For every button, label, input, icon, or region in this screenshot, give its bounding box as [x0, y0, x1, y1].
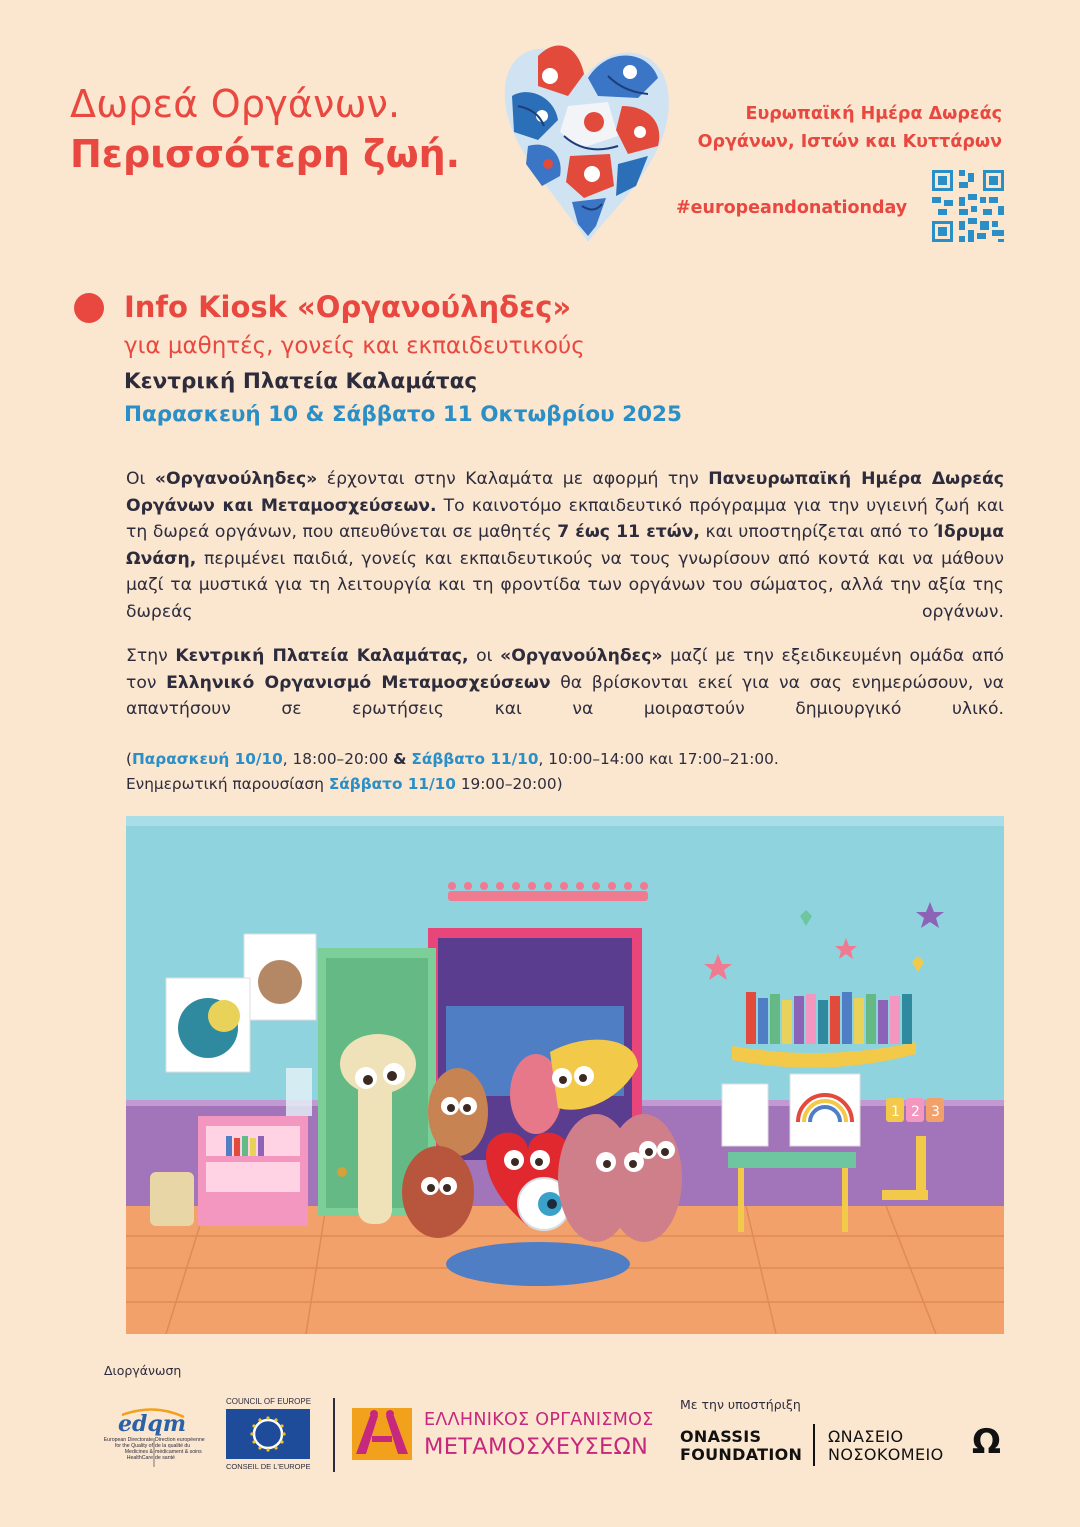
- text-run: Ενημερωτική παρουσίαση: [126, 775, 329, 793]
- card-number-3: 3: [931, 1104, 940, 1120]
- coe-top-text: COUNCIL OF EUROPE: [226, 1397, 312, 1406]
- eom-name-line1: ΕΛΛΗΝΙΚΟΣ ΟΡΓΑΝΙΣΜΟΣ: [424, 1410, 654, 1430]
- text-run: 7 έως 11 ετών,: [557, 522, 700, 542]
- text-run: Ελληνικό Οργανισμό Μεταμοσχεύσεων: [166, 672, 551, 693]
- text-run: Οι: [126, 469, 155, 489]
- text-run: Στην: [126, 646, 176, 666]
- text-run: 19:00–20:00): [455, 775, 563, 793]
- bullet-dot: [74, 293, 104, 323]
- text-run: Κεντρική Πλατεία Καλαμάτας,: [175, 646, 469, 666]
- text-run: &: [393, 750, 407, 768]
- text-run: «Οργανούληδες»: [154, 469, 318, 489]
- event-place: Κεντρική Πλατεία Καλαμάτας: [124, 369, 478, 394]
- footer-divider: [333, 1398, 335, 1472]
- text-run: θα βρίσκονται εκεί για να σας ενημερώσουν, να απαντήσουν σε ερωτήσεις και να μοιραστούν δημιουργικό υλικό.: [126, 672, 1004, 719]
- onassis-hospital-logo: [828, 1428, 944, 1464]
- omega-logo-icon: Ω: [972, 1422, 1001, 1462]
- text-run: Το καινοτόμο εκπαιδευτικό πρόγραμμα για την υγιεινή ζωή και τη δωρεά οργάνων, που απευθύνεται σε μαθητές: [126, 495, 1004, 542]
- event-name-line1: Ευρωπαϊκή Ημέρα Δωρεάς: [745, 104, 1002, 124]
- onassis-foundation-logo: [680, 1428, 802, 1464]
- edqm-text-fr: Direction européenne de la qualité du médicament & soins de santé: [155, 1437, 205, 1461]
- onassis-en-line2: FOUNDATION: [680, 1445, 803, 1464]
- text-run: Πανευρωπαϊκή Ημέρα Δωρεάς Οργάνων και Μεταμοσχεύσεων.: [126, 469, 1004, 516]
- support-label: Με την υποστήριξη: [680, 1397, 801, 1412]
- text-run: «Οργανούληδες»: [500, 646, 663, 666]
- eom-name-line2: ΜΕΤΑΜΟΣΧΕΥΣΕΩΝ: [424, 1434, 649, 1460]
- text-run: , 10:00–14:00 και 17:00–21:00.: [538, 750, 779, 768]
- council-of-europe-logo: [222, 1395, 314, 1471]
- poster-title-line1: Δωρεά Οργάνων.: [70, 82, 401, 126]
- text-run: , 18:00–20:00: [282, 750, 394, 768]
- onassis-en-line1: ONASSIS: [680, 1427, 762, 1446]
- event-name: [698, 100, 1002, 156]
- qr-code-icon[interactable]: [932, 170, 1004, 242]
- kiosk-title: Info Kiosk «Οργανούληδες»: [124, 290, 572, 324]
- schedule-text: [126, 747, 1006, 797]
- text-run: Σάββατο 11/10: [411, 750, 539, 768]
- hashtag-link[interactable]: #europeandonationday: [676, 198, 908, 218]
- event-name-line2: Οργάνων, Ιστών και Κυττάρων: [697, 132, 1002, 152]
- text-run: περιμένει παιδιά, γονείς και εκπαιδευτικούς να τους γνωρίσουν από κοντά και να μάθουν μαζί τα μυστικά για τη λειτουργία και τη φροντίδα των οργάνων του σώματος, αλλά την αξία της δωρεάς οργάνων.: [126, 548, 1004, 622]
- heart-illustration: [498, 36, 674, 248]
- edqm-logo: [98, 1405, 208, 1473]
- organizer-label: Διοργάνωση: [104, 1363, 182, 1378]
- event-dates: Παρασκευή 10 & Σάββατο 11 Οκτωβρίου 2025: [124, 402, 682, 427]
- text-run: Ίδρυμα Ωνάση,: [126, 522, 1005, 569]
- edqm-wordmark: edqm: [118, 1411, 187, 1437]
- onassis-divider: [813, 1424, 815, 1466]
- card-number-1: 1: [891, 1104, 900, 1120]
- text-run: και υποστηρίζεται από το: [699, 522, 935, 542]
- text-run: μαζί με την εξειδικευμένη ομάδα από τον: [126, 646, 1004, 693]
- card-number-2: 2: [911, 1104, 920, 1120]
- paragraph-location: [126, 643, 1004, 723]
- poster-title-line2: Περισσότερη ζωή.: [70, 132, 461, 176]
- edqm-text-en: European Directorate for the Quality of Medicines & HealthCare: [103, 1437, 153, 1461]
- text-run: (: [126, 750, 132, 768]
- text-run: έρχονται στην Καλαμάτα με αφορμή την: [317, 469, 709, 489]
- text-run: Παρασκευή 10/10: [131, 750, 283, 768]
- coe-bottom-text: CONSEIL DE L'EUROPE: [226, 1462, 311, 1471]
- text-run: Σάββατο 11/10: [328, 775, 456, 793]
- onassis-gr-line1: ΩΝΑΣΕΙΟ: [828, 1427, 904, 1446]
- kiosk-subtitle: για μαθητές, γονείς και εκπαιδευτικούς: [124, 333, 585, 359]
- classroom-illustration: [126, 816, 1004, 1334]
- eom-logo-icon: [352, 1408, 412, 1460]
- paragraph-intro: [126, 466, 1004, 625]
- text-run: οι: [468, 646, 501, 666]
- onassis-gr-line2: ΝΟΣΟΚΟΜΕΙΟ: [828, 1445, 944, 1464]
